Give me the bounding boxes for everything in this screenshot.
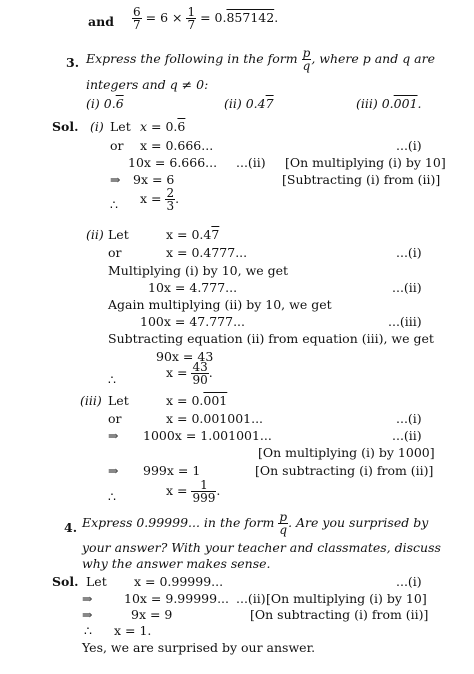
sol-iii-line-1: x = 0.001 [166,393,228,408]
let-word: Let [108,227,129,242]
equation-tag: ...(ii) [236,155,266,170]
let-word: Let [110,119,131,134]
therefore-symbol: ∴ [110,197,118,212]
equation-tag: ...(i) [396,574,422,589]
let-word: Let [108,393,129,408]
question-4-line-1: Express 0.99999... in the form $\frac{p}{q}$ . Are you surprised by [82,510,429,537]
equation-text: = 6 × [145,10,183,25]
solution-label: Sol. [52,574,79,589]
implies-arrow: ⇒ [108,428,119,443]
sol-ii-line-7: Subtracting equation (ii) from equation (iii), we get [108,331,434,346]
sol-i-answer: x = $\frac{2}{3}$ . [140,186,180,213]
equation-tag: ...(ii) [392,428,422,443]
implies-arrow: ⇒ [110,172,121,187]
question-3-line-2: integers and q ≠ 0: [86,77,209,92]
equation-tag: ...(ii) [236,591,266,606]
question-4-line-2: your answer? With your teacher and classmates, discuss [82,540,441,555]
sol-iii-line-4: 999x = 1 [143,463,201,478]
question-number: 4. [64,520,78,535]
implies-arrow: ⇒ [82,591,93,606]
part-label: (iii) [80,393,102,408]
sol-iii-line-3: 1000x = 1.001001... [143,428,272,443]
top-equation: $\frac{6}{7}$ = 6 × $\frac{1}{7}$ = 0.857142. [133,5,279,32]
sol-4-line-4: x = 1. [114,623,152,638]
equation-tag: ...(i) [396,411,422,426]
sol-ii-line-2: x = 0.4777... [166,245,248,260]
therefore-symbol: ∴ [108,372,116,387]
equation-tag: ...(i) [396,138,422,153]
let-word: Let [86,574,107,589]
equation-text: = 0. [200,10,227,25]
fraction-denominator: 7 [133,18,141,32]
question-number: 3. [66,55,80,70]
sol-ii-line-3: Multiplying (i) by 10, we get [108,263,289,278]
sol-ii-line-5: Again multiplying (ii) by 10, we get [108,297,332,312]
equation-tag: ...(i) [396,245,422,260]
sol-4-line-2: 10x = 9.99999... [124,591,229,606]
sol-iii-answer: x = $\frac{1}{999}$ . [166,478,221,505]
repeating-digits: 857142 [226,10,275,25]
or-word: or [110,138,124,153]
option-iii: (iii) 0.001. [356,96,422,111]
sol-ii-line-4: 10x = 4.777... [148,280,238,295]
sol-4-conclusion: Yes, we are surprised by our answer. [82,640,316,655]
and-word: and [88,14,114,29]
sol-4-line-1: x = 0.99999... [134,574,224,589]
sol-i-line-2: x = 0.666... [140,138,214,153]
equation-tag: ...(iii) [388,314,422,329]
step-note: [On subtracting (i) from (ii)] [250,607,429,622]
sol-iii-line-2: x = 0.001001... [166,411,264,426]
question-3-line-1: Express the following in the form $\frac{p}{q}$ , where p and q are [86,46,436,73]
option-ii: (ii) 0.47 [224,96,274,111]
sol-ii-answer: x = $\frac{43}{90}$ . [166,360,213,387]
step-note: [On multiplying (i) by 10] [266,591,427,606]
fraction-numerator: 1 [187,5,196,19]
step-note: [On subtracting (i) from (ii)] [255,463,434,478]
sol-ii-line-8: 90x = 43 [156,349,214,364]
question-4-line-3: why the answer makes sense. [82,556,271,571]
part-label: (ii) [86,227,104,242]
sol-ii-line-1: x = 0.47 [166,227,220,242]
or-word: or [108,245,122,260]
sol-i-line-1: x = 0.6 [140,119,186,134]
sol-ii-line-6: 100x = 47.777... [140,314,245,329]
option-i: (i) 0.6 [86,96,124,111]
sol-i-line-4: 9x = 6 [133,172,175,187]
solution-label: Sol. [52,119,79,134]
implies-arrow: ⇒ [82,607,93,622]
therefore-symbol: ∴ [108,489,116,504]
step-note: [On multiplying (i) by 1000] [258,445,435,460]
or-word: or [108,411,122,426]
equation-tag: ...(ii) [392,280,422,295]
implies-arrow: ⇒ [108,463,119,478]
fraction-numerator: 6 [133,5,141,19]
therefore-symbol: ∴ [84,623,92,638]
sol-4-line-3: 9x = 9 [131,607,173,622]
sol-i-line-3: 10x = 6.666... [128,155,218,170]
fraction-denominator: 7 [187,18,196,32]
step-note: [Subtracting (i) from (ii)] [282,172,441,187]
step-note: [On multiplying (i) by 10] [285,155,446,170]
part-label: (i) [90,119,104,134]
